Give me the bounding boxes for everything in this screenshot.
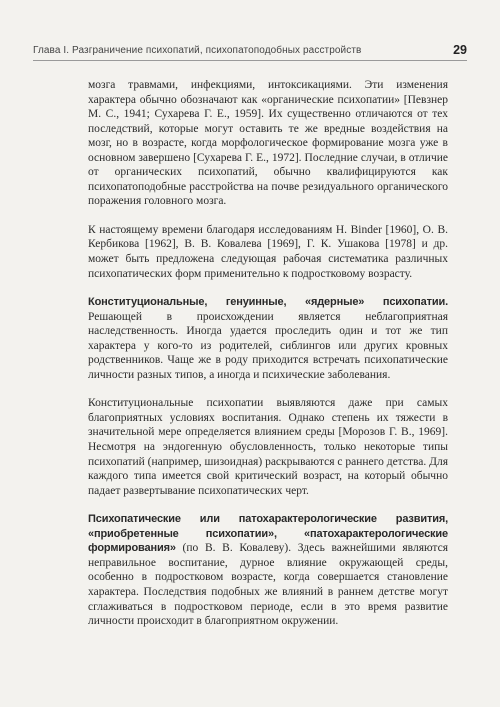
paragraph-text: Конституциональные психопатии выявляются даже при самых благоприятных условиях воспитания. Однако степень их тяжести в значительной мере определяется влиянием среды [Морозов Г. В., 1969]. Несмотря на эндогенную обусловленность, только некоторые типы психопатий (например, шизоидная) раскрываются с раннего детства. Для каждого типа имеется свой критический возраст, на который обычно падает развертывание психопатических черт. — [88, 397, 448, 497]
running-head: Глава I. Разграничение психопатий, психопатоподобных расстройств — [33, 45, 362, 56]
page-header — [33, 40, 467, 61]
page-number: 29 — [453, 43, 467, 57]
paragraph-text: К настоящему времени благодаря исследованиям H. Binder [1960], О. В. Кербикова [1962], В. В. Ковалева [1969], Г. К. Ушакова [1978] и др. может быть предложена следующая рабочая систематика различных психопатических форм применительно к подростковому возрасту. — [88, 223, 448, 280]
paragraph — [88, 223, 448, 281]
paragraph-text: Решающей в происхождении является неблагоприятная наследственность. Иногда удается проследить один и тот же тип характера у кого-то из родителей, сиблингов или других кровных родственников. Чаще же в роду приходится встречать психопатические личности разных типов, а иногда и психические заболевания. — [88, 310, 448, 381]
paragraph-text: (по В. В. Ковалеву). Здесь важнейшими являются неправильное воспитание, дурное влияние окружающей среды, особенно в подростковом возрасте, когда совершается становление характера. Последствия подобных же влияний в раннем детстве могут сглаживаться в подростковом периоде, если в это время развитие личности происходит в благоприятном окружении. — [88, 542, 448, 628]
paragraph — [88, 295, 448, 382]
paragraph-text: мозга травмами, инфекциями, интоксикациями. Эти изменения характера обычно обозначают как «органические психопатии» [Певзнер М. С., 1941; Сухарева Г. Е., 1959]. Их существенно отличаются от тех последствий, которые могут оставить те же вредные воздействия на мозг, но в возрасте, когда морфологическое формирование мозга уже в основном завершено [Сухарева Г. Е., 1972]. Последние случаи, в отличие от органических психопатий, обычно квалифицируются как психопатоподобные расстройства на почве резидуального органического поражения головного мозга. — [88, 79, 448, 208]
page-body — [88, 78, 448, 643]
section-heading: Конституциональные, генуинные, «ядерные» психопатии. — [88, 296, 448, 309]
paragraph — [88, 396, 448, 498]
paragraph — [88, 512, 448, 628]
section-heading: Психопатические или патохарактерологические развития, «приобретенные психопатии», «патохарактерологические формирования» — [88, 513, 448, 555]
paragraph — [88, 78, 448, 209]
